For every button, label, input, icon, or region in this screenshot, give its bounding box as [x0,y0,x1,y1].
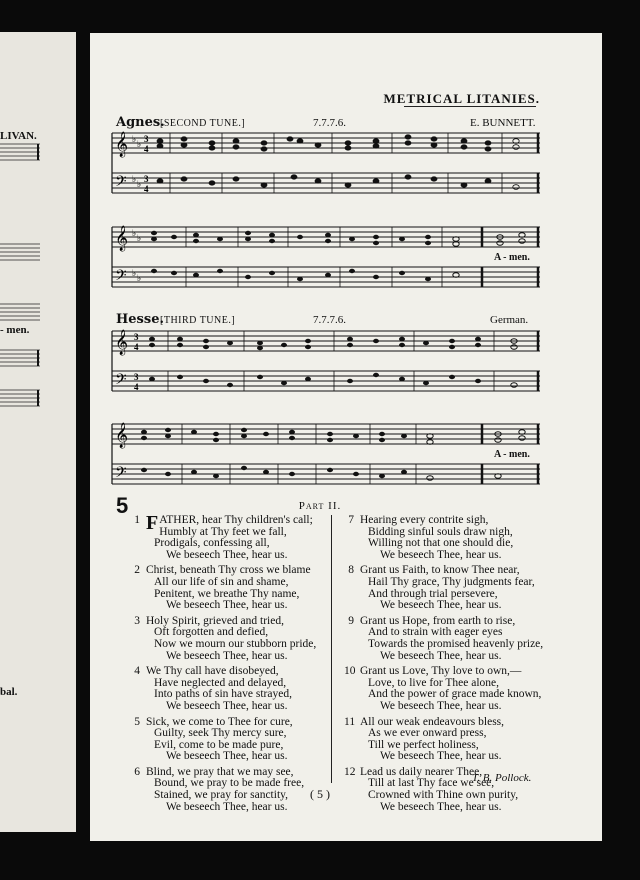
verse-line: As we ever onward press, [368,727,487,740]
verse [130,512,330,561]
verse-number: 7 [348,514,354,526]
svg-text:4: 4 [144,184,149,194]
verse-line: Bound, we pray to be made free, [154,777,305,790]
staff-system [112,329,540,392]
verse-number: 5 [134,715,140,728]
svg-text:♭: ♭ [137,179,142,189]
svg-text:𝄞: 𝄞 [115,330,129,355]
verse [130,666,330,712]
tune-meter: 7.7.7.6. [313,117,346,129]
svg-text:3: 3 [144,174,149,184]
svg-text:♭: ♭ [137,139,142,149]
svg-text:𝄞: 𝄞 [115,132,129,157]
verse-number: 3 [134,614,140,627]
verse-line: All our life of sin and shame, [154,575,289,588]
svg-text:3: 3 [134,332,139,342]
svg-text:𝄢: 𝄢 [115,464,127,485]
tune-name: Agnes. [116,115,165,130]
svg-text:3: 3 [134,372,139,382]
verse-line: Holy Spirit, grieved and tried, [146,614,284,627]
column-divider [331,515,332,783]
verse-line: Into paths of sin have strayed, [154,688,292,701]
verse-number: 4 [134,665,140,678]
facing-page-text: LIVAN. [0,130,37,142]
staff-system [112,422,540,485]
verse-number: 9 [348,614,354,627]
verse [130,565,330,611]
svg-text:4: 4 [144,144,149,154]
verse-refrain: We beseech Thee, hear us. [380,649,502,662]
hymn-number: 5 [116,493,129,518]
verse-refrain: We beseech Thee, hear us. [166,800,288,813]
verse-line: Christ, beneath Thy cross we blame [146,564,311,577]
verse-line: Love, to live for Thee alone, [368,676,500,689]
verse-line: Grant us Love, Thy love to own,— [360,665,522,678]
svg-text:♭: ♭ [137,273,142,283]
verse-line: Bidding sinful souls draw nigh, [368,525,513,538]
staff-system [112,131,540,194]
amen-label: A - men. [494,449,530,460]
verse-number: 2 [134,564,140,577]
verse-line: Till we perfect holiness, [368,738,479,751]
page-number: ( 5 ) [310,787,330,801]
svg-text:♭: ♭ [132,134,137,144]
svg-text:♭: ♭ [137,233,142,243]
verse-refrain: We beseech Thee, hear us. [380,599,502,612]
verse-number: 6 [134,765,140,778]
verse-line: We Thy call have disobeyed, [146,665,279,678]
verse-line: Blind, we pray that we may see, [146,765,294,778]
svg-text:𝄞: 𝄞 [115,226,129,251]
verse-line: Evil, come to be made pure, [154,738,284,751]
tune-composer: German. [490,314,529,326]
verse-refrain: We beseech Thee, hear us. [166,699,288,712]
verse-line: Hearing every contrite sigh, [360,514,489,526]
verse-line: Have neglected and delayed, [154,676,287,689]
tune-composer: E. BUNNETT. [470,117,536,129]
tune-tag: [SECOND TUNE.] [160,118,246,129]
verse-refrain: We beseech Thee, hear us. [380,800,502,813]
tune-meter: 7.7.7.6. [313,314,346,326]
verse-line: Hail Thy grace, Thy judgments fear, [368,575,535,588]
verse-refrain: We beseech Thee, hear us. [166,599,288,612]
verse [344,565,544,611]
verse-refrain: We beseech Thee, hear us. [380,699,502,712]
svg-text:♭: ♭ [132,268,137,278]
staff-system [112,225,540,288]
verse-line: Guilty, seek Thy mercy sure, [154,727,287,740]
verse-line: Grant us Faith, to know Thee near, [360,564,520,577]
verse-line: Lead us daily nearer Thee, [360,765,483,778]
verse [344,717,544,763]
tune-tag: [THIRD TUNE.] [160,315,236,326]
author-attribution: T. B. Pollock. [472,772,532,784]
verse-line: Till at last Thy face we see, [368,777,495,790]
verse-line: Sick, we come to Thee for cure, [146,715,293,728]
verse-line: Willing not that one should die, [368,537,514,550]
verse-refrain: We beseech Thee, hear us. [380,750,502,763]
part-heading: Part II. [298,500,342,512]
verse-line: And through trial persevere, [368,587,498,600]
verse [344,666,544,712]
running-header: METRICAL LITANIES. [383,91,540,106]
svg-text:3: 3 [144,134,149,144]
verse-number: 10 [344,665,356,678]
verse-line: Oft forgotten and defied, [154,626,269,639]
verse-line: Stained, we pray for sanctity, [154,789,289,802]
verse [344,515,544,561]
verse [344,616,544,662]
verses-left-column [130,512,330,817]
tune-name: Hesse. [116,312,164,327]
verse-number: 11 [344,715,356,728]
verse-line: And the power of grace made known, [368,688,542,701]
svg-text:♭: ♭ [132,174,137,184]
verse-line: Grant us Hope, from earth to rise, [360,614,516,627]
svg-text:♭: ♭ [132,228,137,238]
svg-text:𝄢: 𝄢 [115,371,127,392]
verse-line: Now we mourn our stubborn pride, [154,637,317,650]
verse-refrain: We beseech Thee, hear us. [166,750,288,763]
amen-label: A - men. [494,252,530,263]
verse-line: All our weak endeavours bless, [360,715,505,728]
verse-refrain: We beseech Thee, hear us. [380,548,502,561]
verse [130,616,330,662]
verse-line: And to strain with eager eyes [368,626,503,639]
svg-text:𝄞: 𝄞 [115,423,129,448]
verse-line: Penitent, we breathe Thy name, [154,587,300,600]
svg-text:4: 4 [134,382,139,392]
verse-refrain: We beseech Thee, hear us. [166,548,288,561]
verse-line: Towards the promised heavenly prize, [368,637,544,650]
facing-page-text: - men. [0,324,30,336]
facing-page-text: bal. [0,686,18,698]
svg-text:4: 4 [134,342,139,352]
verse-line-text: ATHER, hear Thy children's call; [159,514,313,526]
verse-number: 12 [344,765,356,778]
verse-line: Crowned with Thine own purity, [368,789,519,802]
verse-refrain: We beseech Thee, hear us. [166,649,288,662]
drop-cap: F [146,512,159,534]
verse-line: Humbly at Thy feet we fall, [159,525,287,538]
svg-text:𝄢: 𝄢 [115,173,127,194]
verse-line: Prodigals, confessing all, [154,537,270,550]
verse-number: 8 [348,564,354,577]
verse [130,717,330,763]
svg-text:𝄢: 𝄢 [115,267,127,288]
verse-number: 1 [134,514,140,526]
